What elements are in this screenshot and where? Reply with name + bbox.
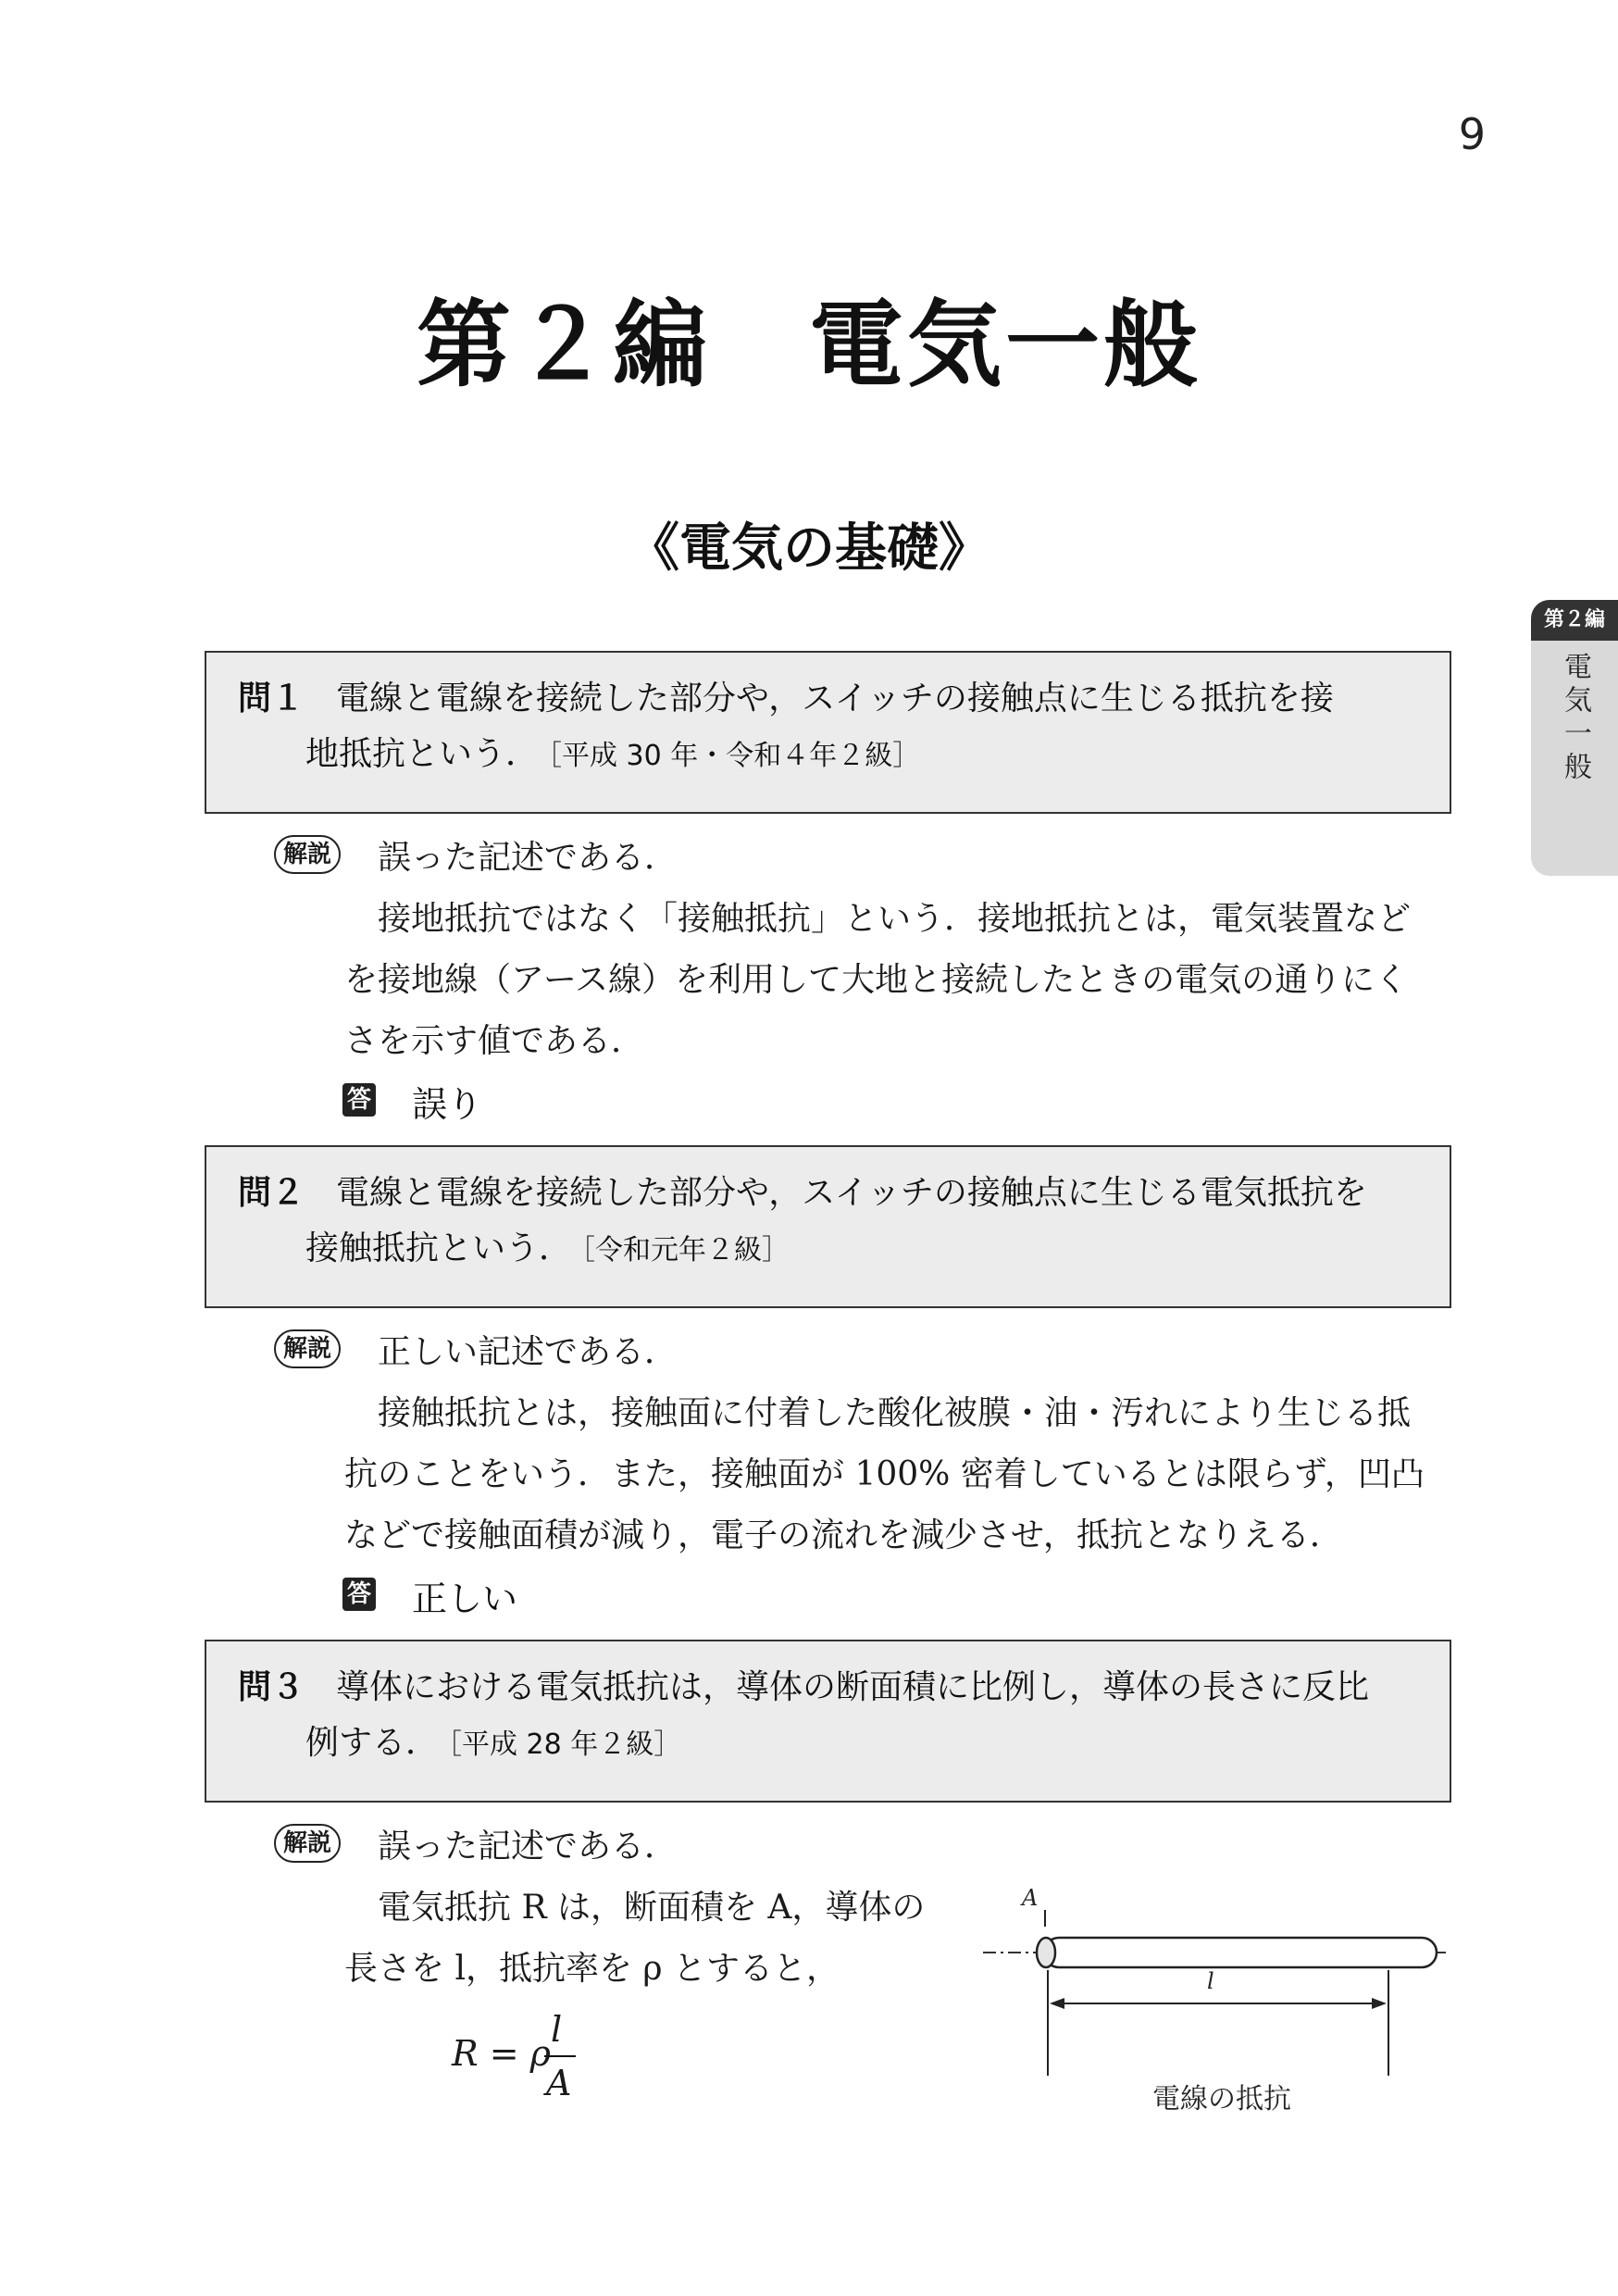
chapter-title: 第２編 電気一般 (417, 290, 1201, 401)
explanation-badge: 解説 (274, 1329, 341, 1368)
arrowhead-right (1372, 1998, 1387, 2009)
explanation-line: を接地線（アース線）を利用して大地と接続したときの電気の通りにく (344, 961, 1409, 999)
explanation-badge: 解説 (274, 1824, 341, 1863)
question-line (238, 727, 1418, 784)
question-line (238, 1166, 1418, 1221)
explanation-line: 電気抵抗 R は，断面積を A，導体の (378, 1889, 926, 1927)
question-text: 地抵抗という． (305, 735, 540, 773)
figure-caption: 電線の抵抗 (1152, 2083, 1291, 2115)
explanation-line: 誤った記述である． (378, 839, 678, 877)
question-line (238, 1660, 1418, 1716)
explanation-line: 接地抵抗ではなく「接触抵抗」という．接地抵抗とは，電気装置など (378, 900, 1412, 938)
formula-numerator: l (551, 2009, 563, 2050)
question-box (205, 1145, 1451, 1308)
explanation-line: 誤った記述である． (378, 1828, 678, 1866)
question-text: 例する． (305, 1724, 440, 1762)
arrowhead-left (1050, 1998, 1064, 2009)
answer-text: 正しい (412, 1578, 518, 1619)
question-line (238, 1221, 1418, 1279)
wire-cross-section (1037, 1938, 1055, 1967)
question-source: ［平成 28 年２級］ (448, 1728, 682, 1761)
question-text: 接触抵抗という． (305, 1229, 573, 1267)
explanation-line: 正しい記述である． (378, 1333, 678, 1371)
formula-lhs: R = ρ (452, 2033, 551, 2074)
explanation-badge: 解説 (274, 835, 341, 874)
question-text: 電線と電線を接続した部分や，スイッチの接触点に生じる電気抵抗を (336, 1174, 1367, 1212)
answer-text: 誤り (412, 1084, 483, 1125)
question-label: 問１ (238, 680, 305, 718)
question-text: 電線と電線を接続した部分や，スイッチの接触点に生じる抵抗を接 (336, 680, 1334, 718)
fraction-bar (544, 2055, 576, 2057)
question-source: ［平成 30 年・令和４年２級］ (548, 740, 921, 772)
page-number: 9 (1458, 109, 1486, 159)
explanation-line: などで接触面積が減り，電子の流れを減少させ，抵抗となりえる． (344, 1516, 1343, 1554)
explanation-line: 長さを l，抵抗率を ρ とすると， (344, 1950, 840, 1988)
question-label: 問２ (238, 1174, 305, 1212)
question-text: 導体における電気抵抗は，導体の断面積に比例し，導体の長さに反比 (336, 1668, 1370, 1706)
question-line (238, 671, 1418, 727)
resistance-formula (452, 2009, 600, 2109)
section-title: 《電気の基礎》 (628, 518, 990, 579)
side-tab-part: 第２編 (1531, 600, 1618, 641)
answer-mark: 答 (342, 1083, 376, 1117)
side-tab-label: 電気一般 (1559, 652, 1591, 785)
side-index-tab (1531, 600, 1618, 876)
question-box (205, 651, 1451, 814)
question-line (238, 1716, 1418, 1773)
answer-mark: 答 (342, 1578, 376, 1611)
wire-body (1044, 1938, 1437, 1967)
question-source: ［令和元年２級］ (581, 1234, 790, 1267)
explanation-line: 抗のことをいう．また，接触面が 100% 密着しているとは限らず，凹凸 (344, 1455, 1425, 1493)
question-label: 問３ (238, 1668, 305, 1706)
length-label: l (1207, 1968, 1214, 1994)
explanation-line: 接触抵抗とは，接触面に付着した酸化被膜・油・汚れにより生じる抵 (378, 1394, 1412, 1432)
explanation-line: さを示す値である． (344, 1022, 645, 1060)
question-box (205, 1640, 1451, 1803)
formula-denominator: A (546, 2063, 572, 2103)
area-label: A (1022, 1885, 1039, 1911)
